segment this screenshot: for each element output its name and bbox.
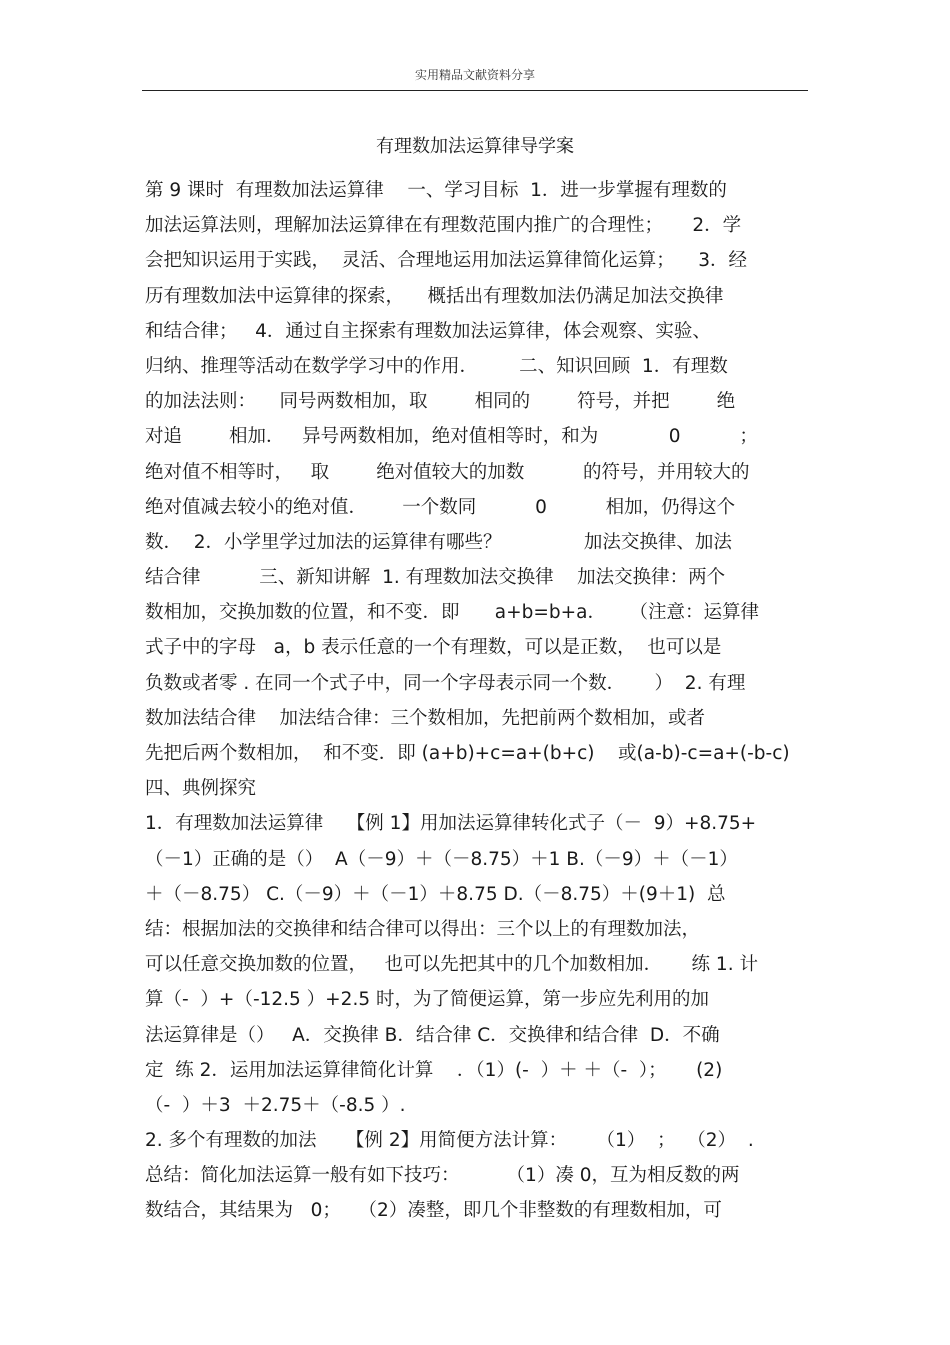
text-line: 绝对值不相等时， 取 绝对值较大的加数 的符号，并用较大的 <box>145 461 750 483</box>
text-line: ＋（－8.75） C.（－9）＋（－1）＋8.75 D.（－8.75）＋(9＋1) 总 <box>145 883 726 905</box>
text-line: 对追 相加． 异号两数相加，绝对值相等时，和为 0 ； <box>145 426 758 448</box>
page-header: 实用精品文献资料分享 <box>414 68 535 82</box>
text-line: 数相加，交换加数的位置，和不变．即 a+b=b+a． （注意：运算律 <box>145 602 759 624</box>
text-line: 第 9 课时 有理数加法运算律 一、学习目标 1．进一步掌握有理数的 <box>145 180 727 201</box>
text-line: 2. 多个有理数的加法 【例 2】用简便方法计算： （1） ； （2） . <box>145 1130 754 1152</box>
text-line: 绝对值减去较小的绝对值． 一个数同 0 相加，仍得这个 <box>145 496 736 518</box>
text-line: 和结合律； 4．通过自主探索有理数加法运算律，体会观察、实验、 <box>145 320 711 342</box>
text-line: （- ）＋3 ＋2.75＋（-8.5 ）. <box>145 1094 406 1116</box>
text-line: 式子中的字母 a，b 表示任意的一个有理数，可以是正数， 也可以是 <box>145 637 722 659</box>
text-line: 定 练 2．运用加法运算律简化计算 ．（1）(- ）＋ ＋（- ）； (2) <box>145 1059 723 1081</box>
text-line: 数． 2．小学里学过加法的运算律有哪些？ 加法交换律、加法 <box>145 531 732 553</box>
text-line: 数加法结合律 加法结合律：三个数相加，先把前两个数相加，或者 <box>145 707 706 729</box>
section-heading: 四、典例探究 <box>145 778 257 800</box>
text-line: 加法运算法则，理解加法运算律在有理数范围内推广的合理性； 2．学 <box>145 215 742 237</box>
text-line: （－1）正确的是（） A（－9）＋（－8.75）＋1 B.（－9）＋（－1） <box>145 848 738 870</box>
document-body <box>145 173 810 1229</box>
text-line: 1．有理数加法运算律 【例 1】用加法运算律转化式子（－ 9）+8.75+ <box>145 813 757 835</box>
document-title: 有理数加法运算律导学案 <box>376 136 574 157</box>
text-line: 算（- ）+（-12.5 ）+2.5 时，为了简便运算，第一步应先利用的加 <box>145 989 709 1011</box>
text-line: 先把后两个数相加， 和不变．即 (a+b)+c=a+(b+c) 或(a-b)-c=a+(-b-c) <box>145 743 790 764</box>
text-line: 法运算律是（） A．交换律 B．结合律 C．交换律和结合律 D．不确 <box>145 1024 720 1046</box>
text-line: 数结合，其结果为 0； （2）凑整，即几个非整数的有理数相加，可 <box>145 1200 722 1222</box>
text-line: 结合律 三、新知讲解 1. 有理数加法交换律 加法交换律：两个 <box>145 567 726 589</box>
text-line: 归纳、推理等活动在数学学习中的作用． 二、知识回顾 1．有理数 <box>145 355 728 377</box>
text-line: 历有理数加法中运算律的探索， 概括出有理数加法仍满足加法交换律 <box>145 285 724 307</box>
text-line: 可以任意交换加数的位置， 也可以先把其中的几个加数相加． 练 1. 计 <box>145 954 758 976</box>
text-line: 会把知识运用于实践， 灵活、合理地运用加法运算律简化运算； 3．经 <box>145 250 748 272</box>
header-divider <box>142 90 808 91</box>
text-line: 负数或者零 . 在同一个式子中，同一个字母表示同一个数． ） 2. 有理 <box>145 672 746 694</box>
text-line: 总结：简化加法运算一般有如下技巧： （1）凑 0，互为相反数的两 <box>145 1165 740 1187</box>
text-line: 结：根据加法的交换律和结合律可以得出：三个以上的有理数加法， <box>145 918 701 940</box>
text-line: 的加法法则： 同号两数相加，取 相同的 符号，并把 绝 <box>145 391 736 413</box>
